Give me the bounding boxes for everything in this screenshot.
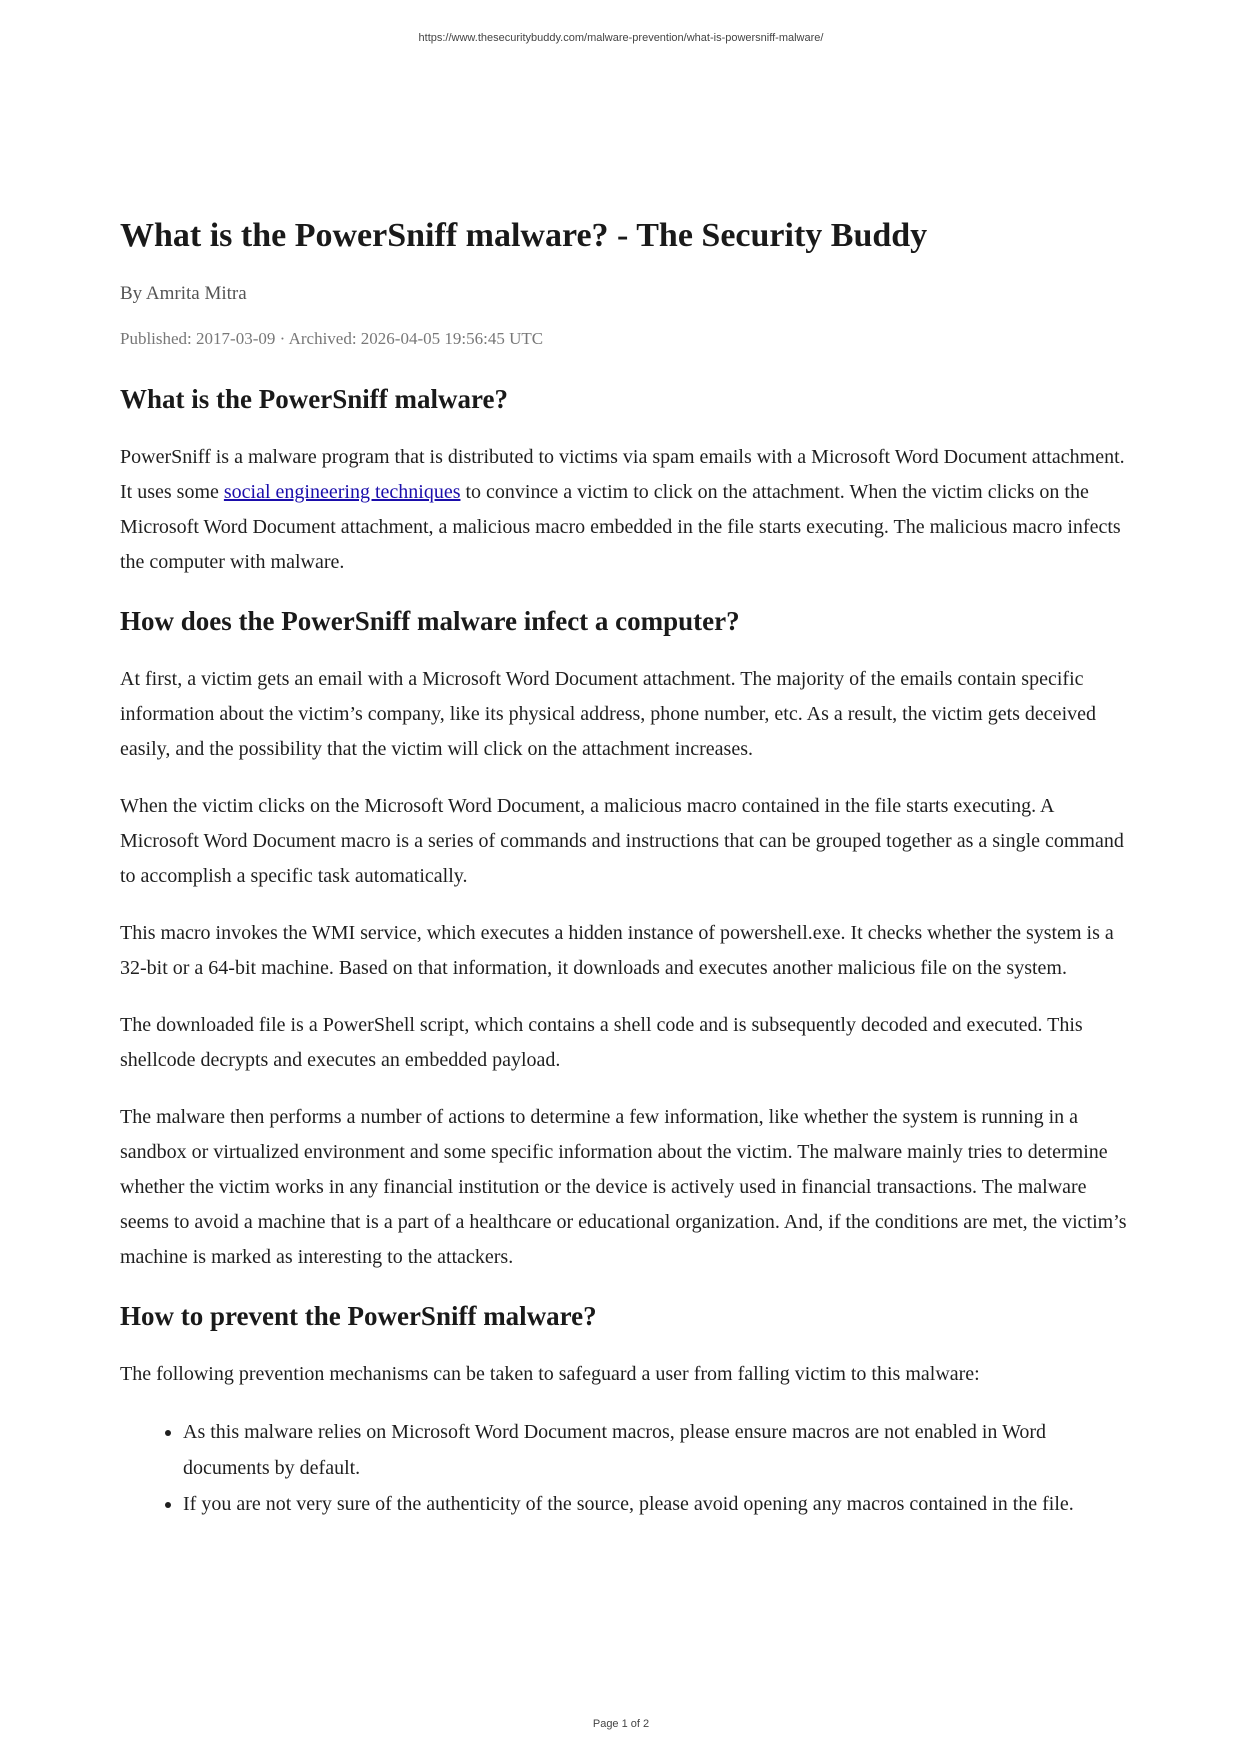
paragraph-infection-2: When the victim clicks on the Microsoft Word Document, a malicious macro contained in the file starts executing. A Microsoft Word Document macro is a series of commands and instructions that can be grouped together as a single command to accomplish a specific task automatically. — [120, 795, 1124, 887]
paragraph-infection-5: The malware then performs a number of actions to determine a few information, like whether the system is running in a sandbox or virtualized environment and some specific information about the victim. The malware mainly tries to determine whether the victim works in any financial institution or the device is actively used in financial transactions. The malware seems to avoid a machine that is a part of a healthcare or educational organization. And, if the conditions are met, the victim’s machine is marked as interesting to the attackers. — [120, 1106, 1127, 1268]
section-heading-prevent: How to prevent the PowerSniff malware? — [120, 1301, 597, 1331]
paragraph-infection-1: At first, a victim gets an email with a Microsoft Word Document attachment. The majority of the emails contain specific information about the victim’s company, like its physical address, phone number, etc. As a result, the victim gets deceived easily, and the possibility that the victim will click on the attachment increases. — [120, 668, 1096, 760]
section-heading-what-is: What is the PowerSniff malware? — [120, 384, 508, 414]
paragraph-infection-4: The downloaded file is a PowerShell script, which contains a shell code and is subsequently decoded and executed. This shellcode decrypts and executes an embedded payload. — [120, 1014, 1083, 1071]
paragraph-prevention-intro: The following prevention mechanisms can be taken to safeguard a user from falling victim to this malware: — [120, 1363, 980, 1385]
paragraph-intro-text-after: to convince a victim to click on the attachment. When the victim clicks on the Microsoft Word Document attachment, a malicious macro embedded in the file starts executing. The malicious macro infects the computer with malware. — [120, 481, 1121, 573]
page-url-header: https://www.thesecuritybuddy.com/malware-prevention/what-is-powersniff-malware/ — [418, 32, 824, 44]
paragraph-infection-3: This macro invokes the WMI service, which executes a hidden instance of powershell.exe. It checks whether the system is a 32-bit or a 64-bit machine. Based on that information, it downloads and executes another malicious file on the system. — [120, 922, 1114, 979]
prevention-list — [120, 1414, 1130, 1522]
article-byline: By Amrita Mitra — [120, 283, 247, 304]
list-item: • If you are not very sure of the authenticity of the source, please avoid opening any macros contained in the file. — [183, 1486, 1130, 1522]
article-meta: Published: 2017-03-09 · Archived: 2026-04-05 19:56:45 UTC — [120, 329, 544, 348]
list-item: • As this malware relies on Microsoft Word Document macros, please ensure macros are not enabled in Word documents by default. — [183, 1414, 1130, 1486]
article — [120, 214, 1130, 1522]
page-number: Page 1 of 2 — [592, 1718, 650, 1730]
paragraph-intro — [120, 440, 1130, 580]
section-heading-how-infect: How does the PowerSniff malware infect a computer? — [120, 606, 740, 636]
paragraph-intro-text-before: PowerSniff is a malware program that is distributed to victims via spam emails with a Microsoft Word Document attachment. It uses some — [120, 446, 1125, 503]
article-title: What is the PowerSniff malware? - The Security Buddy — [120, 217, 928, 254]
social-engineering-link[interactable]: social engineering techniques — [223, 481, 461, 503]
